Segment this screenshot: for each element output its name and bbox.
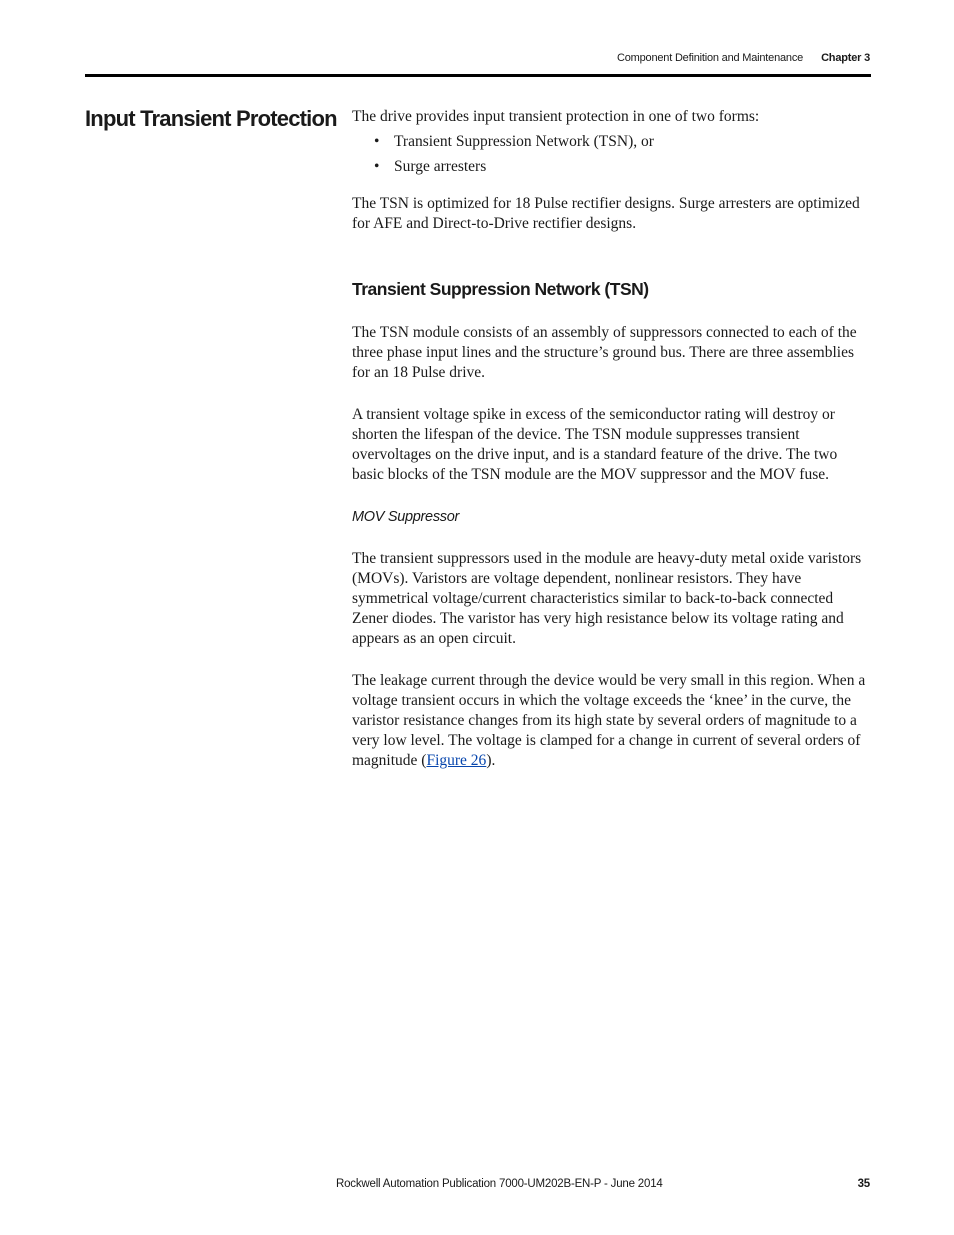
leakage-text: The leakage current through the device would be very small in this region. When a voltage transient occurs in which the voltage exceeds the ‘knee’ in the curve, the varistor resistance changes from its high state by several orders of magnitude to a very low level. The voltage is clamped for a change in current of several orders of magnitude ( bbox=[352, 671, 866, 770]
main-content bbox=[352, 107, 872, 772]
header-rule bbox=[85, 74, 871, 77]
header-chapter: Chapter 3 bbox=[821, 52, 870, 64]
running-header bbox=[617, 52, 870, 64]
list-item-text: Surge arresters bbox=[394, 158, 487, 176]
leakage-paragraph bbox=[352, 671, 872, 772]
subsection-title: Transient Suppression Network (TSN) bbox=[352, 279, 649, 300]
list-item bbox=[352, 157, 872, 177]
optimization-paragraph: The TSN is optimized for 18 Pulse rectifier designs. Surge arresters are optimized for AFE and Direct-to-Drive rectifier designs. bbox=[352, 194, 860, 232]
tsn-module-paragraph: The TSN module consists of an assembly of suppressors connected to each of the three phase input lines and the structure’s ground bus. There are three assemblies for an 18 Pulse drive. bbox=[352, 324, 857, 382]
bullet-icon: • bbox=[374, 158, 380, 176]
list-item-text: Transient Suppression Network (TSN), or bbox=[394, 133, 654, 151]
voltage-spike-paragraph: A transient voltage spike in excess of the semiconductor rating will destroy or shorten the lifespan of the device. The TSN module suppresses transient overvoltages on the drive input, and is a standard feature of the drive. The two basic blocks of the TSN module are the MOV suppressor and the MOV fuse. bbox=[352, 405, 838, 484]
page-number: 35 bbox=[857, 1178, 870, 1190]
footer-publication: Rockwell Automation Publication 7000-UM202B-EN-P - June 2014 bbox=[336, 1178, 663, 1190]
bullet-icon: • bbox=[374, 133, 380, 151]
leakage-text-end: ). bbox=[486, 752, 496, 770]
figure-26-link[interactable]: Figure 26 bbox=[426, 752, 487, 770]
list-item bbox=[352, 132, 872, 152]
intro-paragraph: The drive provides input transient protection in one of two forms: bbox=[352, 108, 760, 125]
forms-list bbox=[352, 132, 872, 177]
section-title: Input Transient Protection bbox=[85, 106, 337, 131]
header-section-title: Component Definition and Maintenance bbox=[617, 52, 804, 64]
subsubsection-title: MOV Suppressor bbox=[352, 509, 460, 526]
varistors-paragraph: The transient suppressors used in the module are heavy-duty metal oxide varistors (MOVs). Varistors are voltage dependent, nonlinear resistors. They have symmetrical voltage/current characteristics similar to back-to-back connected Zener diodes. The varistor has very high resistance below its voltage rating and appears as an open circuit. bbox=[352, 549, 862, 648]
